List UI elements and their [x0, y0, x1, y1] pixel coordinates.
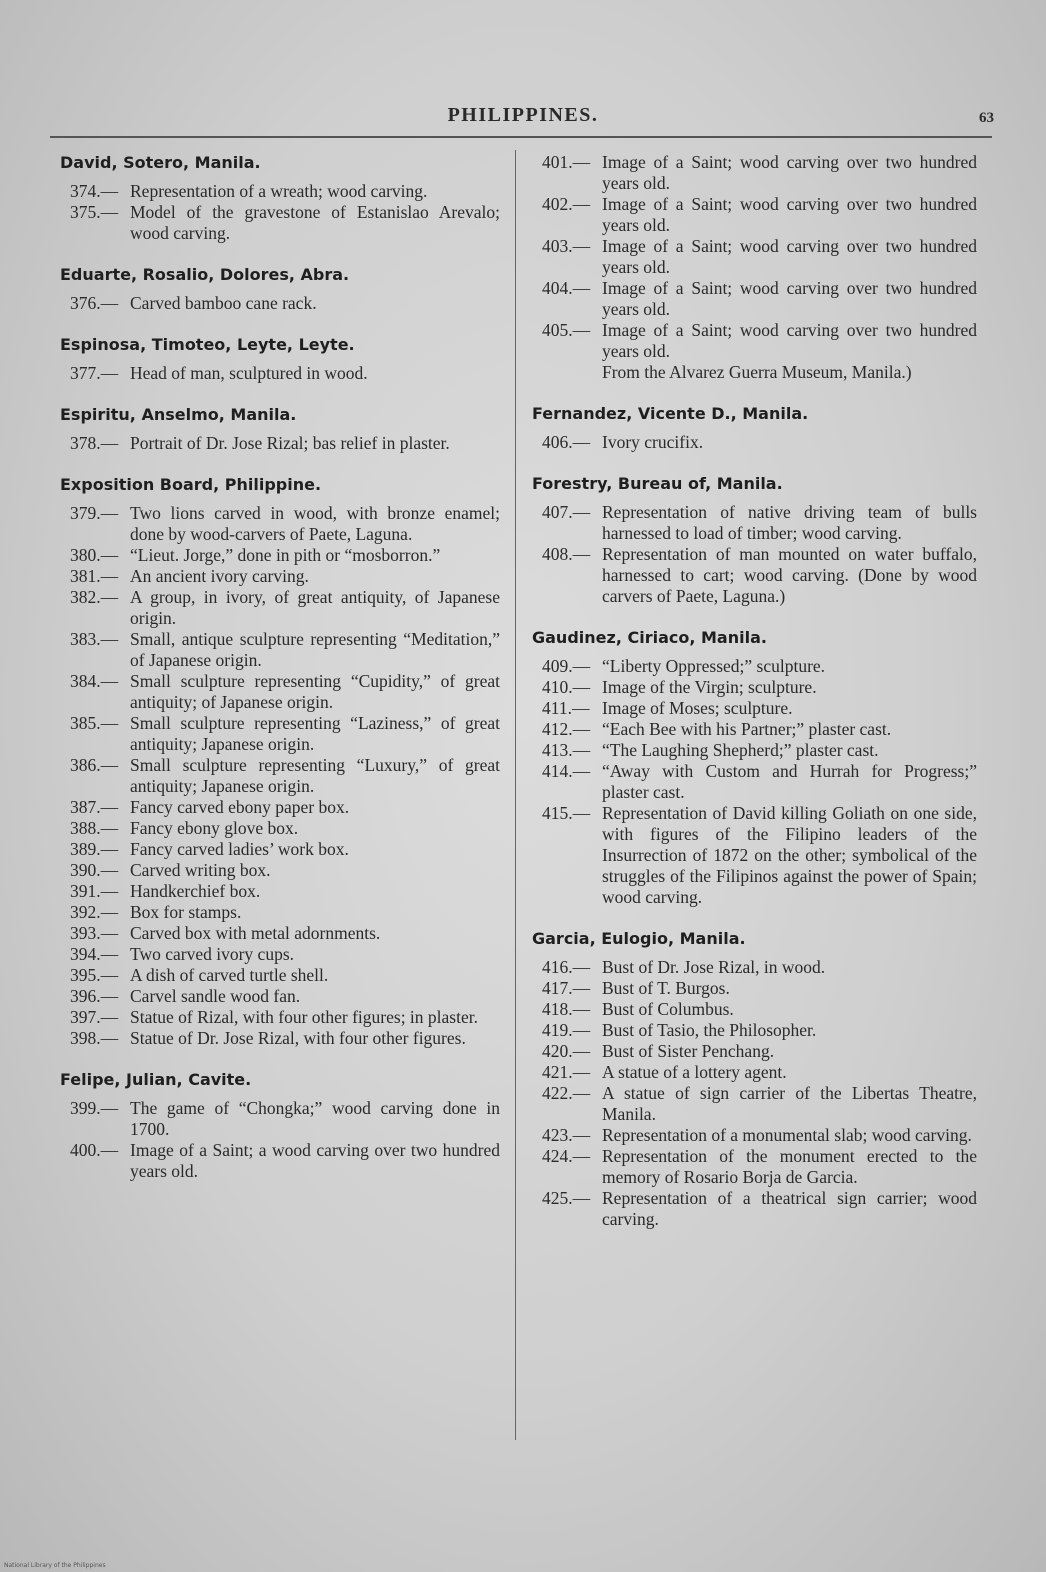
catalog-entry — [60, 202, 500, 244]
entry-number: 420 .— — [542, 1041, 590, 1062]
entry-number: 418 .— — [542, 999, 590, 1020]
catalog-entry — [60, 629, 500, 671]
entry-number: 394 .— — [70, 944, 118, 965]
entry-number: 422 .— — [542, 1083, 590, 1104]
entry-text: Carved box with metal adornments. — [130, 923, 381, 943]
entry-text: Image of a Saint; wood carving over two hundred years old. — [602, 194, 977, 235]
listing-group — [60, 152, 500, 244]
exhibitor-heading: Felipe, Julian, Cavite. — [60, 1070, 252, 1089]
catalog-entry — [60, 944, 500, 965]
entry-text: “Lieut. Jorge,” done in pith or “mosborron.” — [130, 545, 441, 565]
entry-number: 415 .— — [542, 803, 590, 824]
entry-text: A statue of a lottery agent. — [602, 1062, 787, 1082]
catalog-entry — [60, 503, 500, 545]
entry-number: 409 .— — [542, 656, 590, 677]
catalog-entry — [60, 1007, 500, 1028]
catalog-entry — [60, 545, 500, 566]
entry-text: An ancient ivory carving. — [130, 566, 309, 586]
exhibitor-heading: Fernandez, Vicente D., Manila. — [532, 404, 809, 423]
entry-text: Image of a Saint; wood carving over two hundred years old. — [602, 278, 977, 319]
entry-text: Head of man, sculptured in wood. — [130, 363, 368, 383]
catalog-entry — [532, 677, 977, 698]
listing-group — [532, 403, 977, 453]
entry-number: 405 .— — [542, 320, 590, 341]
entry-text: “Liberty Oppressed;” sculpture. — [602, 656, 826, 676]
catalog-entry — [532, 803, 977, 908]
entry-text: Image of a Saint; wood carving over two hundred years old. — [602, 236, 977, 277]
catalog-entry — [532, 432, 977, 453]
catalog-entry — [60, 566, 500, 587]
catalog-entry — [60, 1140, 500, 1182]
entry-number: 401 .— — [542, 152, 590, 173]
entry-text: Bust of Tasio, the Philosopher. — [602, 1020, 817, 1040]
entry-number: 374 .— — [70, 181, 118, 202]
catalog-entry — [60, 965, 500, 986]
entry-text: Image of Moses; sculpture. — [602, 698, 793, 718]
entry-text: Representation of native driving team of bulls harnessed to load of timber; wood carving. — [602, 502, 977, 543]
entry-number: 400 .— — [70, 1140, 118, 1161]
entry-number: 413 .— — [542, 740, 590, 761]
entry-text: Handkerchief box. — [130, 881, 261, 901]
entry-number: 390 .— — [70, 860, 118, 881]
catalog-entry — [532, 194, 977, 236]
entry-number: 379 .— — [70, 503, 118, 524]
entry-number: 396 .— — [70, 986, 118, 1007]
column-divider — [515, 150, 516, 1440]
catalog-entry — [532, 740, 977, 761]
catalog-entry — [532, 1146, 977, 1188]
catalog-entry — [60, 860, 500, 881]
catalog-entry — [532, 719, 977, 740]
catalog-entry — [60, 923, 500, 944]
catalog-entry — [532, 1125, 977, 1146]
entry-number: 408 .— — [542, 544, 590, 565]
entry-text: Small sculpture representing “Luxury,” of great antiquity; Japanese origin. — [130, 755, 500, 796]
footer-credit: National Library of the Philippines — [4, 1562, 106, 1569]
entry-number: 377 .— — [70, 363, 118, 384]
catalog-entry — [532, 1083, 977, 1125]
entry-text: A group, in ivory, of great antiquity, of Japanese origin. — [130, 587, 500, 628]
entry-number: 375 .— — [70, 202, 118, 223]
entry-number: 391 .— — [70, 881, 118, 902]
entry-text: Carved writing box. — [130, 860, 271, 880]
entry-number: 411 .— — [542, 698, 589, 719]
catalog-entry — [532, 761, 977, 803]
catalog-entry — [532, 656, 977, 677]
listing-group — [532, 928, 977, 1230]
listing-group — [532, 473, 977, 607]
catalog-entry — [532, 999, 977, 1020]
entry-number: 389 .— — [70, 839, 118, 860]
entry-text: The game of “Chongka;” wood carving done in 1700. — [130, 1098, 500, 1139]
listing-group — [532, 152, 977, 383]
entry-number: 399 .— — [70, 1098, 118, 1119]
entry-text: Bust of T. Burgos. — [602, 978, 730, 998]
catalog-entry — [60, 986, 500, 1007]
entry-number: 410 .— — [542, 677, 590, 698]
entry-text: A statue of sign carrier of the Libertas Theatre, Manila. — [602, 1083, 977, 1124]
catalog-entry — [532, 1020, 977, 1041]
catalog-entry — [532, 957, 977, 978]
header-rule — [50, 136, 992, 138]
exhibitor-heading: Gaudinez, Ciriaco, Manila. — [532, 628, 767, 647]
entry-text: Bust of Dr. Jose Rizal, in wood. — [602, 957, 826, 977]
exhibitor-heading: Garcia, Eulogio, Manila. — [532, 929, 746, 948]
entry-number: 395 .— — [70, 965, 118, 986]
entry-number: 384 .— — [70, 671, 118, 692]
entry-number: 388 .— — [70, 818, 118, 839]
exhibitor-heading: Forestry, Bureau of, Manila. — [532, 474, 783, 493]
entry-text: Statue of Rizal, with four other figures; in plaster. — [130, 1007, 478, 1027]
catalog-entry — [532, 502, 977, 544]
entry-text: Representation of a wreath; wood carving. — [130, 181, 428, 201]
listing-group — [60, 334, 500, 384]
catalog-entry — [60, 881, 500, 902]
entry-number: 419 .— — [542, 1020, 590, 1041]
entry-text: Small, antique sculpture representing “Meditation,” of Japanese origin. — [130, 629, 500, 670]
entry-text: Statue of Dr. Jose Rizal, with four other figures. — [130, 1028, 466, 1048]
entry-text: Representation of man mounted on water buffalo, harnessed to cart; wood carving. (Done by wood carvers of Paete, Laguna.) — [602, 544, 977, 606]
catalog-entry — [532, 320, 977, 362]
entry-text: Carved bamboo cane rack. — [130, 293, 317, 313]
entry-text: Small sculpture representing “Cupidity,” of great antiquity; of Japanese origin. — [130, 671, 500, 712]
catalog-entry — [60, 363, 500, 384]
right-column — [532, 152, 977, 1250]
catalog-entry — [60, 713, 500, 755]
entry-text: Ivory crucifix. — [602, 432, 704, 452]
entry-number: 397 .— — [70, 1007, 118, 1028]
catalog-entry — [60, 839, 500, 860]
catalog-entry — [532, 236, 977, 278]
entry-number: 404 .— — [542, 278, 590, 299]
entry-text: Carvel sandle wood fan. — [130, 986, 301, 1006]
listing-group — [60, 264, 500, 314]
entry-number: 423 .— — [542, 1125, 590, 1146]
entry-text: Bust of Sister Penchang. — [602, 1041, 775, 1061]
entry-number: 378 .— — [70, 433, 118, 454]
catalog-entry — [532, 978, 977, 999]
catalog-entry — [60, 587, 500, 629]
entry-number: 403 .— — [542, 236, 590, 257]
catalog-entry — [532, 698, 977, 719]
catalog-entry — [532, 1041, 977, 1062]
entry-text: Representation of the monument erected to the memory of Rosario Borja de Garcia. — [602, 1146, 977, 1187]
listing-group — [60, 404, 500, 454]
entry-number: 414 .— — [542, 761, 590, 782]
entry-text: Representation of a monumental slab; wood carving. — [602, 1125, 972, 1145]
entry-text: “Away with Custom and Hurrah for Progress;” plaster cast. — [602, 761, 977, 802]
exhibitor-heading: Eduarte, Rosalio, Dolores, Abra. — [60, 265, 350, 284]
entry-number: 398 .— — [70, 1028, 118, 1049]
entry-number: 425 .— — [542, 1188, 590, 1209]
entry-number: 380 .— — [70, 545, 118, 566]
entry-number: 407 .— — [542, 502, 590, 523]
entry-number: 421 .— — [542, 1062, 590, 1083]
entry-text: A dish of carved turtle shell. — [130, 965, 329, 985]
catalog-entry — [60, 797, 500, 818]
entry-number: 412 .— — [542, 719, 590, 740]
entry-text: Image of a Saint; wood carving over two hundred years old. — [602, 152, 977, 193]
entry-number: 385 .— — [70, 713, 118, 734]
entry-text: Fancy ebony glove box. — [130, 818, 299, 838]
entry-text: “Each Bee with his Partner;” plaster cast. — [602, 719, 892, 739]
page-title: PHILIPPINES. — [447, 104, 599, 126]
entry-text: Image of a Saint; wood carving over two hundred years old. — [602, 320, 977, 361]
entry-number: 376 .— — [70, 293, 118, 314]
entry-note: From the Alvarez Guerra Museum, Manila.) — [602, 362, 912, 382]
exhibitor-heading: David, Sotero, Manila. — [60, 153, 261, 172]
catalog-entry — [532, 1188, 977, 1230]
entry-text: Box for stamps. — [130, 902, 242, 922]
catalog-entry — [60, 755, 500, 797]
catalog-entry — [532, 278, 977, 320]
entry-number: 416 .— — [542, 957, 590, 978]
catalog-entry — [60, 293, 500, 314]
entry-text: Small sculpture representing “Laziness,” of great antiquity; Japanese origin. — [130, 713, 500, 754]
catalog-entry — [60, 818, 500, 839]
exhibitor-heading: Exposition Board, Philippine. — [60, 475, 322, 494]
entry-number: 383 .— — [70, 629, 118, 650]
entry-number: 387 .— — [70, 797, 118, 818]
exhibitor-heading: Espiritu, Anselmo, Manila. — [60, 405, 297, 424]
entry-number: 392 .— — [70, 902, 118, 923]
entry-text: Fancy carved ladies’ work box. — [130, 839, 349, 859]
listing-group — [60, 474, 500, 1049]
catalog-entry — [532, 1062, 977, 1083]
entry-text: Model of the gravestone of Estanislao Arevalo; wood carving. — [130, 202, 500, 243]
catalog-entry — [60, 902, 500, 923]
listing-group — [532, 627, 977, 908]
catalog-entry — [60, 433, 500, 454]
catalog-entry — [60, 181, 500, 202]
entry-number: 406 .— — [542, 432, 590, 453]
entry-number: 381 .— — [70, 566, 118, 587]
entry-text: Two carved ivory cups. — [130, 944, 295, 964]
listing-group — [60, 1069, 500, 1182]
entry-text: Image of the Virgin; sculpture. — [602, 677, 817, 697]
entry-text: Portrait of Dr. Jose Rizal; bas relief in plaster. — [130, 433, 450, 453]
entry-text: “The Laughing Shepherd;” plaster cast. — [602, 740, 879, 760]
page-number: 63 — [979, 110, 994, 126]
catalog-entry — [60, 1098, 500, 1140]
entry-number: 393 .— — [70, 923, 118, 944]
entry-text: Representation of a theatrical sign carrier; wood carving. — [602, 1188, 977, 1229]
entry-text: Two lions carved in wood, with bronze enamel; done by wood-carvers of Paete, Laguna. — [130, 503, 500, 544]
catalog-entry — [60, 1028, 500, 1049]
catalog-entry — [532, 152, 977, 194]
entry-number: 382 .— — [70, 587, 118, 608]
catalog-entry — [60, 671, 500, 713]
entry-number: 417 .— — [542, 978, 590, 999]
entry-text: Bust of Columbus. — [602, 999, 734, 1019]
entry-text: Representation of David killing Goliath on one side, with figures of the Filipino leaders of the Insurrection of 1872 on the other; symbolical of the struggles of the Filipinos against the power of Spain; wood carving. — [602, 803, 977, 907]
exhibitor-heading: Espinosa, Timoteo, Leyte, Leyte. — [60, 335, 355, 354]
catalog-entry — [532, 544, 977, 607]
entry-text: Image of a Saint; a wood carving over two hundred years old. — [130, 1140, 500, 1181]
entry-number: 402 .— — [542, 194, 590, 215]
entry-number: 386 .— — [70, 755, 118, 776]
entry-number: 424 .— — [542, 1146, 590, 1167]
entry-text: Fancy carved ebony paper box. — [130, 797, 350, 817]
left-column — [60, 152, 500, 1202]
